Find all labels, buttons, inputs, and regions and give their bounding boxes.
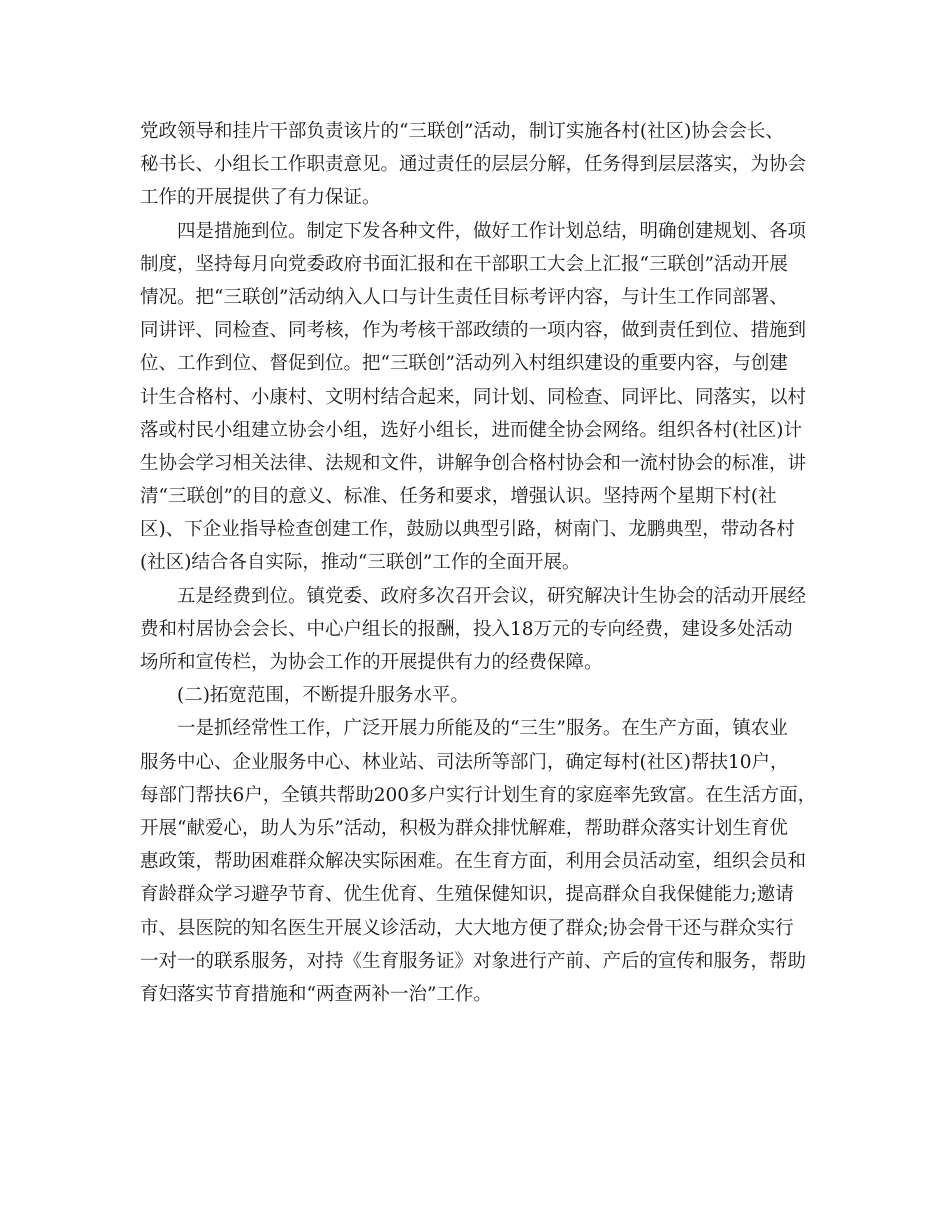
- text-line: 市、县医院的知名医生开展义诊活动，大大地方便了群众;协会骨干还与群众实行: [140, 917, 794, 939]
- text-line: 清“三联创”的目的意义、标准、任务和要求，增强认识。坚持两个星期下村(社: [140, 486, 777, 508]
- text-line: 情况。把“三联创”活动纳入人口与计生责任目标考评内容，与计生工作同部署、: [140, 286, 788, 308]
- text-line: 服务中心、企业服务中心、林业站、司法所等部门，确定每村(社区)帮扶10户，: [140, 751, 789, 773]
- text-line: 同讲评、同检查、同考核，作为考核干部政绩的一项内容，做到责任到位、措施到: [140, 320, 807, 342]
- text-line: 落或村民小组建立协会小组，选好小组长，进而健全协会网络。组织各村(社区)计: [140, 419, 802, 441]
- text-line: (社区)结合各自实际，推动“三联创”工作的全面开展。: [140, 552, 581, 574]
- text-line: 制度，坚持每月向党委政府书面汇报和在干部职工大会上汇报“三联创”活动开展: [140, 253, 788, 275]
- text-line: 一是抓经常性工作，广泛开展力所能及的“三生”服务。在生产方面，镇农业: [177, 718, 788, 740]
- text-line: 每部门帮扶6户，全镇共帮助200多户实行计划生育的家庭率先致富。在生活方面，: [140, 784, 817, 806]
- text-line: 计生合格村、小康村、文明村结合起来，同计划、同检查、同评比、同落实，以村: [140, 386, 807, 408]
- text-line: (二)拓宽范围，不断提升服务水平。: [177, 685, 469, 707]
- text-line: 位、工作到位、督促到位。把“三联创”活动列入村组织建设的重要内容，与创建: [140, 353, 788, 375]
- text-line: 党政领导和挂片干部负责该片的“三联创”活动，制订实施各村(社区)协会会长、: [140, 121, 784, 142]
- text-line: 四是措施到位。制定下发各种文件，做好工作计划总结，明确创建规划、各项: [177, 220, 807, 242]
- text-line: 场所和宣传栏，为协会工作的开展提供有力的经费保障。: [140, 652, 603, 673]
- text-line: 区)、下企业指导检查创建工作，鼓励以典型引路，树南门、龙鹏典型，带动各村: [140, 519, 795, 541]
- text-line: 费和村居协会会长、中心户组长的报酬，投入18万元的专向经费，建设多处活动: [140, 618, 793, 640]
- text-line: 育妇落实节育措施和“两查两补一治”工作。: [140, 983, 492, 1005]
- text-line: 五是经费到位。镇党委、政府多次召开会议，研究解决计生协会的活动开展经: [177, 585, 807, 607]
- text-line: 工作的开展提供了有力保证。: [140, 187, 381, 209]
- document-body: [140, 115, 815, 1011]
- text-line: 惠政策，帮助困难群众解决实际困难。在生育方面，利用会员活动室，组织会员和: [140, 851, 807, 873]
- text-line: 生协会学习相关法律、法规和文件，讲解争创合格村协会和一流村协会的标准，讲: [140, 452, 807, 474]
- text-line: 开展“献爱心，助人为乐”活动，积极为群众排忧解难，帮助群众落实计划生育优: [140, 817, 788, 839]
- text-line: 秘书长、小组长工作职责意见。通过责任的层层分解，任务得到层层落实，为协会: [140, 154, 807, 176]
- text-line: 育龄群众学习避孕节育、优生优育、生殖保健知识，提高群众自我保健能力;邀请: [140, 884, 794, 906]
- text-line: 一对一的联系服务，对持《生育服务证》对象进行产前、产后的宣传和服务，帮助: [140, 950, 807, 972]
